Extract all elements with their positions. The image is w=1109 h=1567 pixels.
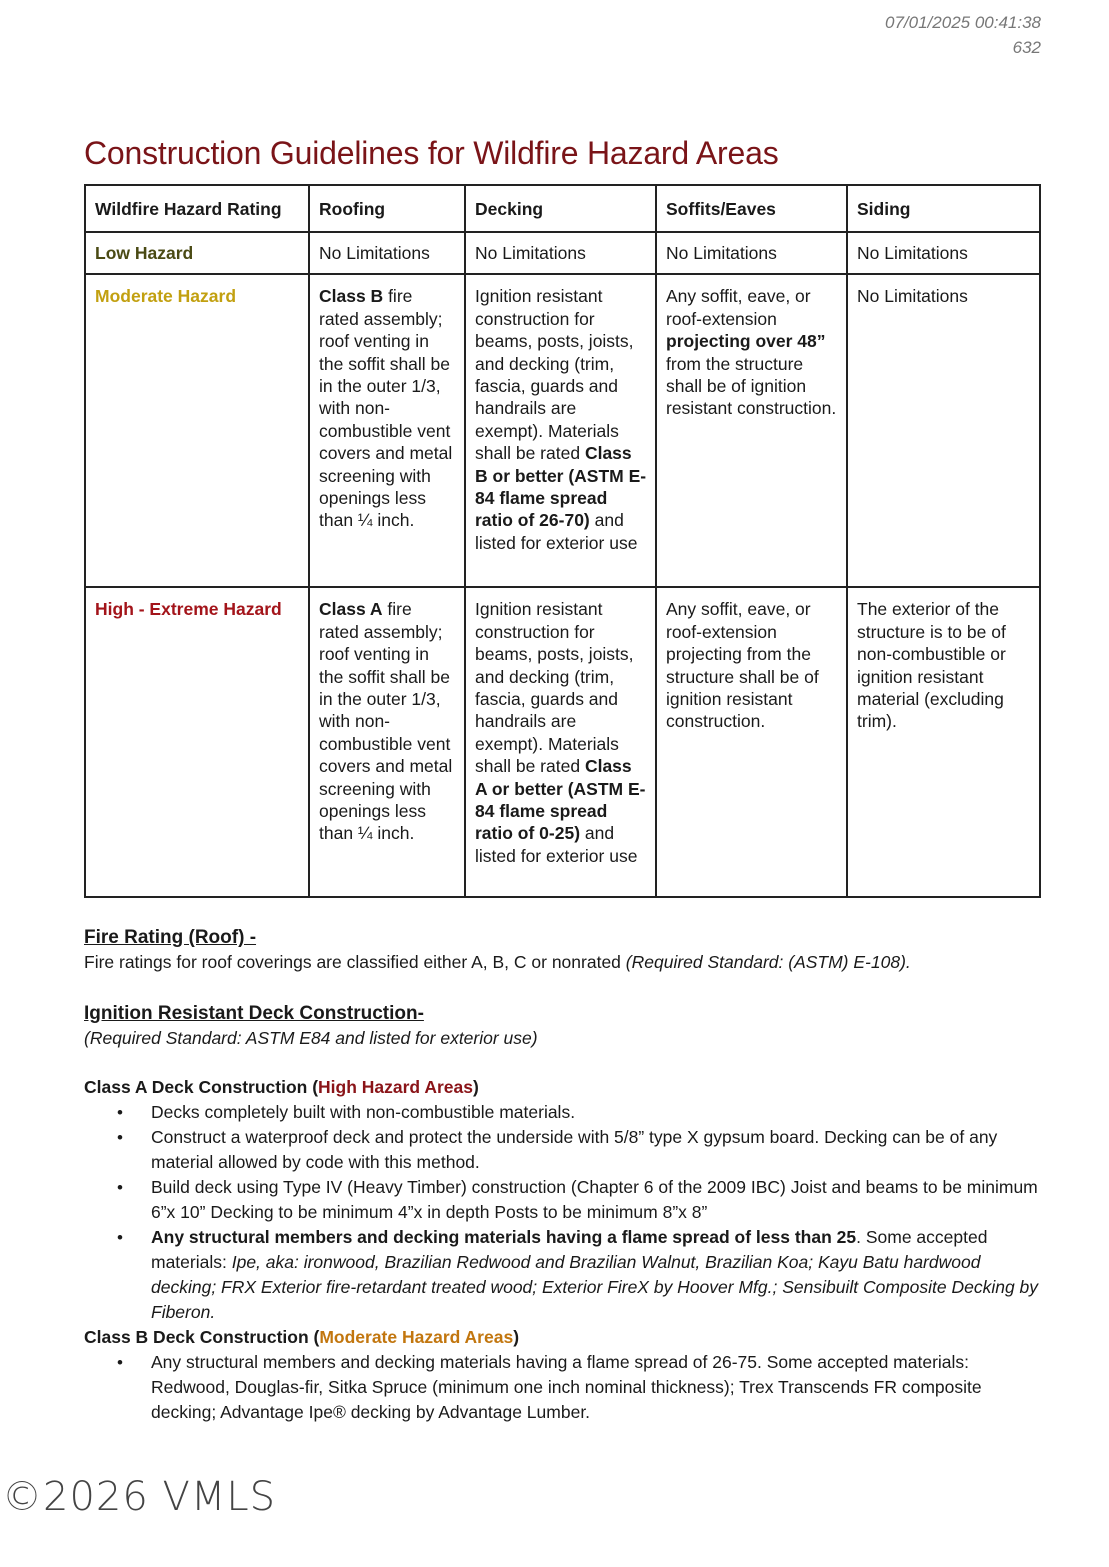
class-b-heading xyxy=(84,1325,1049,1350)
moderate-roofing xyxy=(309,274,465,587)
moderate-soffits xyxy=(656,274,847,587)
moderate-decking xyxy=(465,274,656,587)
header-roofing: Roofing xyxy=(309,185,465,232)
table-row-high xyxy=(85,587,1040,897)
high-siding: The exterior of the structure is to be of non-combustible or ignition resistant material (excluding trim). xyxy=(847,587,1040,897)
table-header-row xyxy=(85,185,1040,232)
header-siding: Siding xyxy=(847,185,1040,232)
header-soffits: Soffits/Eaves xyxy=(656,185,847,232)
header-rating: Wildfire Hazard Rating xyxy=(85,185,309,232)
list-item xyxy=(151,1225,1049,1325)
deck-standard: (Required Standard: ASTM E84 and listed for exterior use) xyxy=(84,1028,538,1048)
moderate-decking-pre: Ignition resistant construction for beams, posts, joists, and decking (trim, fascia, guards and handrails are exempt). Materials shall be rated xyxy=(475,286,634,464)
moderate-soffits-post: from the structure shall be of ignition resistant construction. xyxy=(666,353,837,419)
high-roofing xyxy=(309,587,465,897)
page-title: Construction Guidelines for Wildfire Hazard Areas xyxy=(84,135,779,171)
list-item: • Build deck using Type IV (Heavy Timber) construction (Chapter 6 of the 2009 IBC) Joist and beams to be minimum 6”x 10” Decking to be minimum 4”x in depth Posts to be minimum 8”x 8” xyxy=(151,1175,1049,1225)
moderate-roofing-class: Class B xyxy=(319,286,384,307)
stamp-datetime: 07/01/2025 00:41:38 xyxy=(885,13,1041,32)
list-item-bold: Any structural members and decking materials having a flame spread of less than 25 xyxy=(151,1227,857,1247)
high-roofing-text: fire rated assembly; roof venting in the soffit shall be in the outer 1/3, with non-combustible vent covers and metal screening with openings less than ¼ inch. xyxy=(319,599,453,844)
high-decking-class: Class A or better (ASTM E-84 flame spread ratio of 0-25) xyxy=(475,756,646,844)
list-item-text: . Some accepted materials: xyxy=(151,1227,988,1272)
list-item: • Construct a waterproof deck and protect the underside with 5/8” type X gypsum board. Decking can be of any material allowed by code with this method. xyxy=(151,1125,1049,1175)
class-b-list xyxy=(84,1350,1049,1425)
moderate-roofing-text: fire rated assembly; roof venting in the soffit shall be in the outer 1/3, with non-combustible vent covers and metal screening with openings less than ¼ inch. xyxy=(319,286,453,531)
document-stamp xyxy=(885,10,1041,60)
deck-heading: Ignition Resistant Deck Construction- xyxy=(84,1003,424,1024)
low-roofing: No Limitations xyxy=(309,232,465,274)
high-roofing-class: Class A xyxy=(319,599,383,620)
list-item: • Any structural members and decking materials having a flame spread of 26-75. Some accepted materials: Redwood, Douglas-fir, Sitka Spruce (minimum one inch nominal thickness); Trex Transcends FR composite decking; Advantage Ipe® decking by Advantage Lumber. xyxy=(151,1350,1049,1425)
notes-section xyxy=(84,925,1049,1425)
class-a-list xyxy=(84,1100,1049,1325)
list-item: • Decks completely built with non-combustible materials. xyxy=(151,1100,1049,1125)
table-row-low xyxy=(85,232,1040,274)
guidelines-table xyxy=(84,184,1041,898)
fire-rating-heading: Fire Rating (Roof) - xyxy=(84,927,257,948)
low-decking: No Limitations xyxy=(465,232,656,274)
list-item-materials: Ipe, aka: ironwood, Brazilian Redwood and Brazilian Walnut, Brazilian Koa; Kayu Batu hardwood decking; FRX Exterior fire-retardant treated wood; Exterior FireX by Hoover Mfg.; Sensibuilt Composite Decking by Fiberon. xyxy=(151,1252,1039,1322)
class-b-area: Moderate Hazard Areas xyxy=(319,1327,514,1347)
moderate-soffits-pre: Any soffit, eave, or roof-extension xyxy=(666,286,811,329)
high-decking-post: and listed for exterior use xyxy=(475,823,638,866)
table-row-moderate xyxy=(85,274,1040,587)
rating-high: High - Extreme Hazard xyxy=(85,587,309,897)
rating-low: Low Hazard xyxy=(85,232,309,274)
low-siding: No Limitations xyxy=(847,232,1040,274)
class-a-label: Class A Deck Construction ( xyxy=(84,1077,319,1097)
class-b-label: Class B Deck Construction ( xyxy=(84,1327,320,1347)
copyright-watermark: ©2026 VMLS xyxy=(2,1474,277,1520)
class-a-area: High Hazard Areas xyxy=(318,1077,473,1097)
moderate-siding: No Limitations xyxy=(847,274,1040,587)
low-soffits: No Limitations xyxy=(656,232,847,274)
moderate-soffits-bold: projecting over 48” xyxy=(666,331,826,352)
class-a-label-close: ) xyxy=(473,1077,479,1097)
header-decking: Decking xyxy=(465,185,656,232)
class-b-label-close: ) xyxy=(513,1327,520,1347)
high-decking-pre: Ignition resistant construction for beams, posts, joists, and decking (trim, fascia, guards and handrails are exempt). Materials shall be rated xyxy=(475,599,634,777)
fire-rating-standard: (Required Standard: (ASTM) E-108). xyxy=(625,952,911,972)
class-a-heading xyxy=(84,1075,1049,1100)
moderate-decking-post: and listed for exterior use xyxy=(475,510,638,553)
stamp-page-number: 632 xyxy=(1012,38,1041,57)
rating-moderate: Moderate Hazard xyxy=(85,274,309,587)
fire-rating-text xyxy=(84,950,1049,975)
high-soffits: Any soffit, eave, or roof-extension projecting from the structure shall be of ignition resistant construction. xyxy=(656,587,847,897)
fire-rating-body: Fire ratings for roof coverings are classified either A, B, C or nonrated xyxy=(84,952,626,972)
moderate-decking-class: Class B or better (ASTM E-84 flame spread ratio of 26-70) xyxy=(475,443,647,531)
high-decking xyxy=(465,587,656,897)
